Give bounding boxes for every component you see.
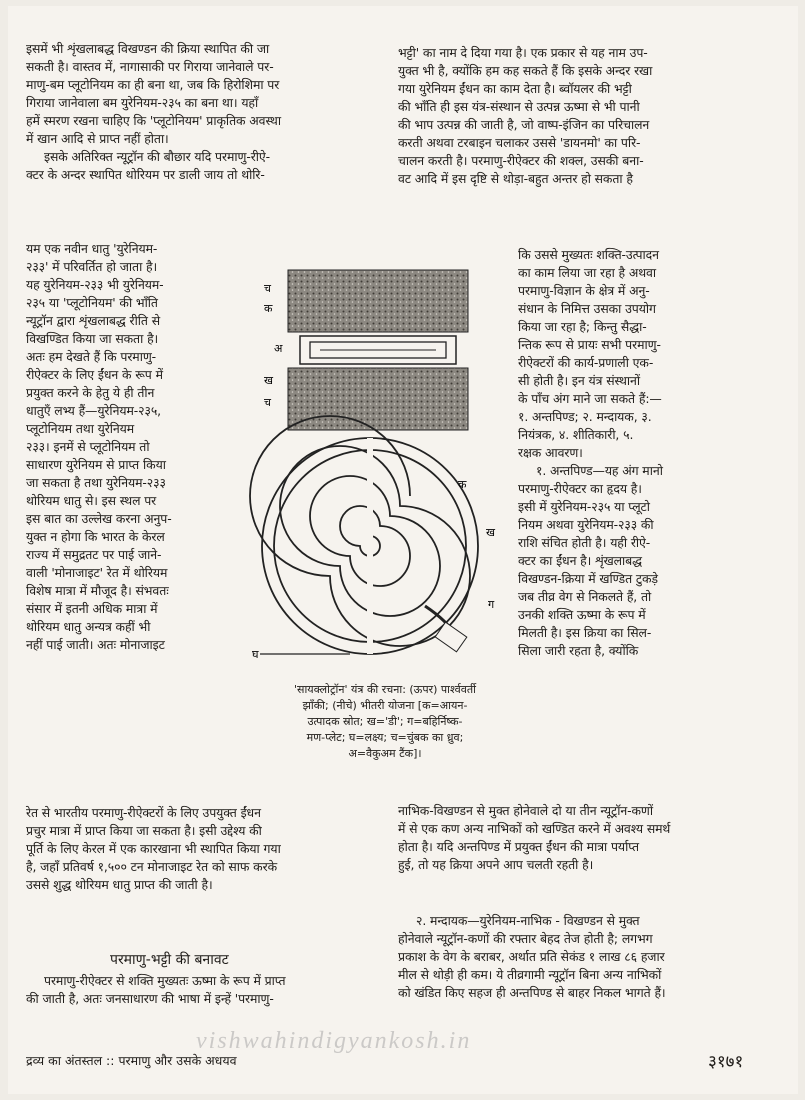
label-cha-2: च xyxy=(264,396,271,409)
text-line: को खंडित किए सहज ही अन्तपिण्ड से बाहर निकल भागते हैं। xyxy=(398,985,666,1000)
text-line: उससे शुद्ध थोरियम धातु प्राप्त की जाती है। xyxy=(26,877,213,892)
text-line: करती अथवा टरबाइन चलाकर उससे 'डायनमो' का परि- xyxy=(398,135,641,150)
text-line: जा सकता है तथा युरेनियम-२३३ xyxy=(26,475,166,490)
text-line: २. मन्दायक—युरेनियम-नाभिक - विखण्डन से मुक्त xyxy=(416,913,640,928)
text-line: विखण्डन-क्रिया में खण्डित टुकड़े xyxy=(518,571,658,586)
text-line: नहीं पाई जाती। अतः मोनाजाइट xyxy=(26,637,165,652)
label-ka: क xyxy=(264,302,273,315)
text-line: प्रयुक्त करने के हेतु ये ही तीन xyxy=(26,385,155,400)
text-line: सकती है। वास्तव में, नागासाकी पर गिराया जानेवाले पर- xyxy=(26,59,274,74)
text-line: परमाणु-रीऐक्टर से शक्ति मुख्यतः ऊष्मा के रूप में प्राप्त xyxy=(44,973,286,988)
text-line: वाली 'मोनाजाइट' रेत में थोरियम xyxy=(26,565,168,580)
section-heading: परमाणु-भट्टी की बनावट xyxy=(110,952,229,968)
text-line: १. अन्तपिण्ड—यह अंग मानो xyxy=(536,463,663,478)
text-line: यम एक नवीन धातु 'युरेनियम- xyxy=(26,241,158,256)
text-line: के पाँच अंग माने जा सकते हैं:— xyxy=(518,391,662,406)
bottom-left-text-2 xyxy=(26,972,386,1008)
text-line: होता है। यदि अन्तपिण्ड में प्रयुक्त ईंधन की मात्रा पर्याप्त xyxy=(398,839,639,854)
text-line: नियंत्रक, ४. शीतिकारी, ५. xyxy=(518,427,634,442)
text-line: का काम लिया जा रहा है अथवा xyxy=(518,265,657,280)
text-line: २३५ या 'प्लूटोनियम' की भाँति xyxy=(26,295,158,310)
text-line: किया जा रहा है; किन्तु सैद्धा- xyxy=(518,319,647,334)
text-line: प्रचुर मात्रा में प्राप्त किया जा सकता है। इसी उद्देश्य की xyxy=(26,823,262,838)
text-line: झाँकी; (नीचे) भीतरी योजना [क=आयन- xyxy=(302,699,468,712)
text-line: 'सायक्लोट्रॉन' यंत्र की रचना: (ऊपर) पार्श्ववर्ती xyxy=(294,683,476,696)
bottom-right-text-2 xyxy=(398,912,743,1002)
text-line: माणु-बम प्लूटोनियम का ही बना था, जब कि हिरोशिमा पर xyxy=(26,77,280,92)
text-line: है, जहाँ प्रतिवर्ष १,५०० टन मोनाजाइट रेत को साफ करके xyxy=(26,859,277,874)
text-line: प्रकाश के वेग के बराबर, अर्थात प्रति सेकंड १ लाख ८६ हजार xyxy=(398,949,665,964)
bottom-left-text xyxy=(26,804,386,894)
text-line: १. अन्तपिण्ड; २. मन्दायक, ३. xyxy=(518,409,652,424)
label-ga: ग xyxy=(488,598,495,611)
text-line: सी होती है। इन यंत्र संस्थानों xyxy=(518,373,640,388)
figure-caption xyxy=(250,682,520,762)
page xyxy=(8,6,798,1094)
text-line: प्लूटोनियम तथा युरेनियम xyxy=(26,421,135,436)
text-line: की जाती है, अतः जनसाधारण की भाषा में इन्हें 'परमाणु- xyxy=(26,991,274,1006)
text-line: २३३' में परिवर्तित हो जाता है। xyxy=(26,259,158,274)
text-line: उनकी शक्ति ऊष्मा के रूप में xyxy=(518,607,646,622)
text-line: थोरियम धातु अन्यत्र कहीं भी xyxy=(26,619,151,634)
left-column-top-text xyxy=(26,40,386,184)
text-line: वट आदि में इस दृष्टि से थोड़ा-बहुत अन्तर हो सकता है xyxy=(398,171,633,186)
text-line: पूर्ति के लिए केरल में एक कारखाना भी स्थापित किया गया xyxy=(26,841,281,856)
text-line: विशेष मात्रा में मौजूद है। संभवतः xyxy=(26,583,169,598)
text-line: भट्टी' का नाम दे दिया गया है। एक प्रकार से यह नाम उप- xyxy=(398,45,648,60)
cyclotron-diagram xyxy=(240,256,518,676)
text-line: होनेवाले न्यूट्रॉन-कणों की रफ्तार बेहद तेज होती है; लगभग xyxy=(398,931,653,946)
text-line: इसके अतिरिक्त न्यूट्रॉन की बौछार यदि परमाणु-रीऐ- xyxy=(44,149,270,164)
label-a: अ xyxy=(274,342,283,355)
text-line: उत्पादक स्रोत; ख='डी'; ग=बहिर्निष्क- xyxy=(307,715,463,728)
text-line: जब तीव्र वेग से निकलते हैं, तो xyxy=(518,589,652,604)
right-column-middle-text xyxy=(518,246,736,660)
text-line: नाभिक-विखण्डन से मुक्त होनेवाले दो या तीन न्यूट्रॉन-कणों xyxy=(398,803,654,818)
text-line: इसी में युरेनियम-२३५ या प्लूटो xyxy=(518,499,650,514)
text-line: गया युरेनियम ईंधन का काम देता है। ब्वॉयलर की भट्टी xyxy=(398,81,632,96)
text-line: गिराया जानेवाला बम युरेनियम-२३५ का बना था। यहाँ xyxy=(26,95,259,110)
dees-spiral xyxy=(250,416,478,654)
label-ka-2: क xyxy=(458,478,467,491)
text-line: अ=वैकुअम टैंक]। xyxy=(348,747,422,760)
text-line: मील से थोड़ी ही कम। ये तीव्रगामी न्यूट्रॉन बिना अन्य नाभिकों xyxy=(398,967,662,982)
text-line: यह युरेनियम-२३३ भी युरेनियम- xyxy=(26,277,164,292)
text-line: युक्त न होगा कि भारत के केरल xyxy=(26,529,165,544)
text-line: विखण्डित किया जा सकता है। xyxy=(26,331,159,346)
text-line: साधारण युरेनियम से प्राप्त किया xyxy=(26,457,166,472)
label-cha: च xyxy=(264,282,271,295)
text-line: की भाप उत्पन्न की जाती है, जो वाष्प-इंजिन का परिचालन xyxy=(398,117,650,132)
text-line: मिलती है। इस क्रिया का सिल- xyxy=(518,625,652,640)
text-line: क्टर का ईंधन है। शृंखलाबद्ध xyxy=(518,553,642,568)
text-line: परमाणु-विज्ञान के क्षेत्र में अनु- xyxy=(518,283,650,298)
text-line: राज्य में समुद्रतट पर पाई जाने- xyxy=(26,547,162,562)
text-line: अतः हम देखते हैं कि परमाणु- xyxy=(26,349,157,364)
text-line: संधान के निमित्त उसका उपयोग xyxy=(518,301,656,316)
left-column-middle-text xyxy=(26,240,236,654)
text-line: मण-प्लेट; घ=लक्ष्य; च=चुंबक का ध्रुव; xyxy=(306,731,464,744)
text-line: २३३। इनमें से प्लूटोनियम तो xyxy=(26,439,150,454)
text-line: संसार में इतनी अधिक मात्रा में xyxy=(26,601,158,616)
bottom-right-text xyxy=(398,802,743,874)
page-number: ३१७१ xyxy=(708,1052,744,1072)
text-line: क्टर के अन्दर स्थापित थोरियम पर डाली जाय तो थोरि- xyxy=(26,167,265,182)
text-line: में खान आदि से प्राप्त नहीं होता। xyxy=(26,131,169,146)
text-line: इस बात का उल्लेख करना अनुप- xyxy=(26,511,172,526)
cyclotron-figure xyxy=(240,256,518,676)
text-line: नियम अथवा युरेनियम-२३३ की xyxy=(518,517,654,532)
text-line: चालन करती है। परमाणु-रीऐक्टर की शक्ल, उसकी बना- xyxy=(398,153,644,168)
text-line: हुई, तो यह क्रिया अपने आप चलती रहती है। xyxy=(398,857,594,872)
text-line: कि उससे मुख्यतः शक्ति-उत्पादन xyxy=(518,247,659,262)
text-line: न्यूट्रॉन द्वारा शृंखलाबद्ध रीति से xyxy=(26,313,161,328)
text-line: राशि संचित होती है। यही रीऐ- xyxy=(518,535,651,550)
text-line: रेत से भारतीय परमाणु-रीऐक्टरों के लिए उपयुक्त ईंधन xyxy=(26,805,261,820)
text-line: की भाँति ही इस यंत्र-संस्थान से उत्पन्न ऊष्मा से भी पानी xyxy=(398,99,640,114)
right-column-top-text xyxy=(398,44,743,188)
text-line: रीऐक्टर के लिए ईंधन के रूप में xyxy=(26,367,163,382)
text-line: सिला जारी रहता है, क्योंकि xyxy=(518,643,639,658)
text-line: रक्षक आवरण। xyxy=(518,445,583,460)
text-line: हमें स्मरण रखना चाहिए कि 'प्लूटोनियम' प्राकृतिक अवस्था xyxy=(26,113,281,128)
text-line: धातुएँ लभ्य हैं—युरेनियम-२३५, xyxy=(26,403,162,418)
text-line: युक्त भी है, क्योंकि हम कह सकते हैं कि इसके अन्दर रखा xyxy=(398,63,653,78)
label-kha: ख xyxy=(264,374,273,387)
watermark: vishwahindigyankosh.in xyxy=(196,1028,472,1054)
magnet-bottom xyxy=(288,368,468,430)
text-line: थोरियम धातु से। इस स्थल पर xyxy=(26,493,157,508)
target xyxy=(435,622,467,652)
text-line: में से एक कण अन्य नाभिकों को खण्डित करने में अवश्य समर्थ xyxy=(398,821,671,836)
text-line: परमाणु-रीऐक्टर का हृदय है। xyxy=(518,481,642,496)
label-kha-2: ख xyxy=(486,526,495,539)
label-gha: घ xyxy=(252,648,259,661)
text-line: न्तिक रूप से प्रायः सभी परमाणु- xyxy=(518,337,661,352)
footer-running-title: द्रव्य का अंतस्तल :: परमाणु और उसके अधयव xyxy=(26,1053,237,1068)
text-line: इसमें भी शृंखलाबद्ध विखण्डन की क्रिया स्थापित की जा xyxy=(26,41,270,56)
text-line: रीऐक्टरों की कार्य-प्रणाली एक- xyxy=(518,355,654,370)
magnet-top xyxy=(288,270,468,332)
